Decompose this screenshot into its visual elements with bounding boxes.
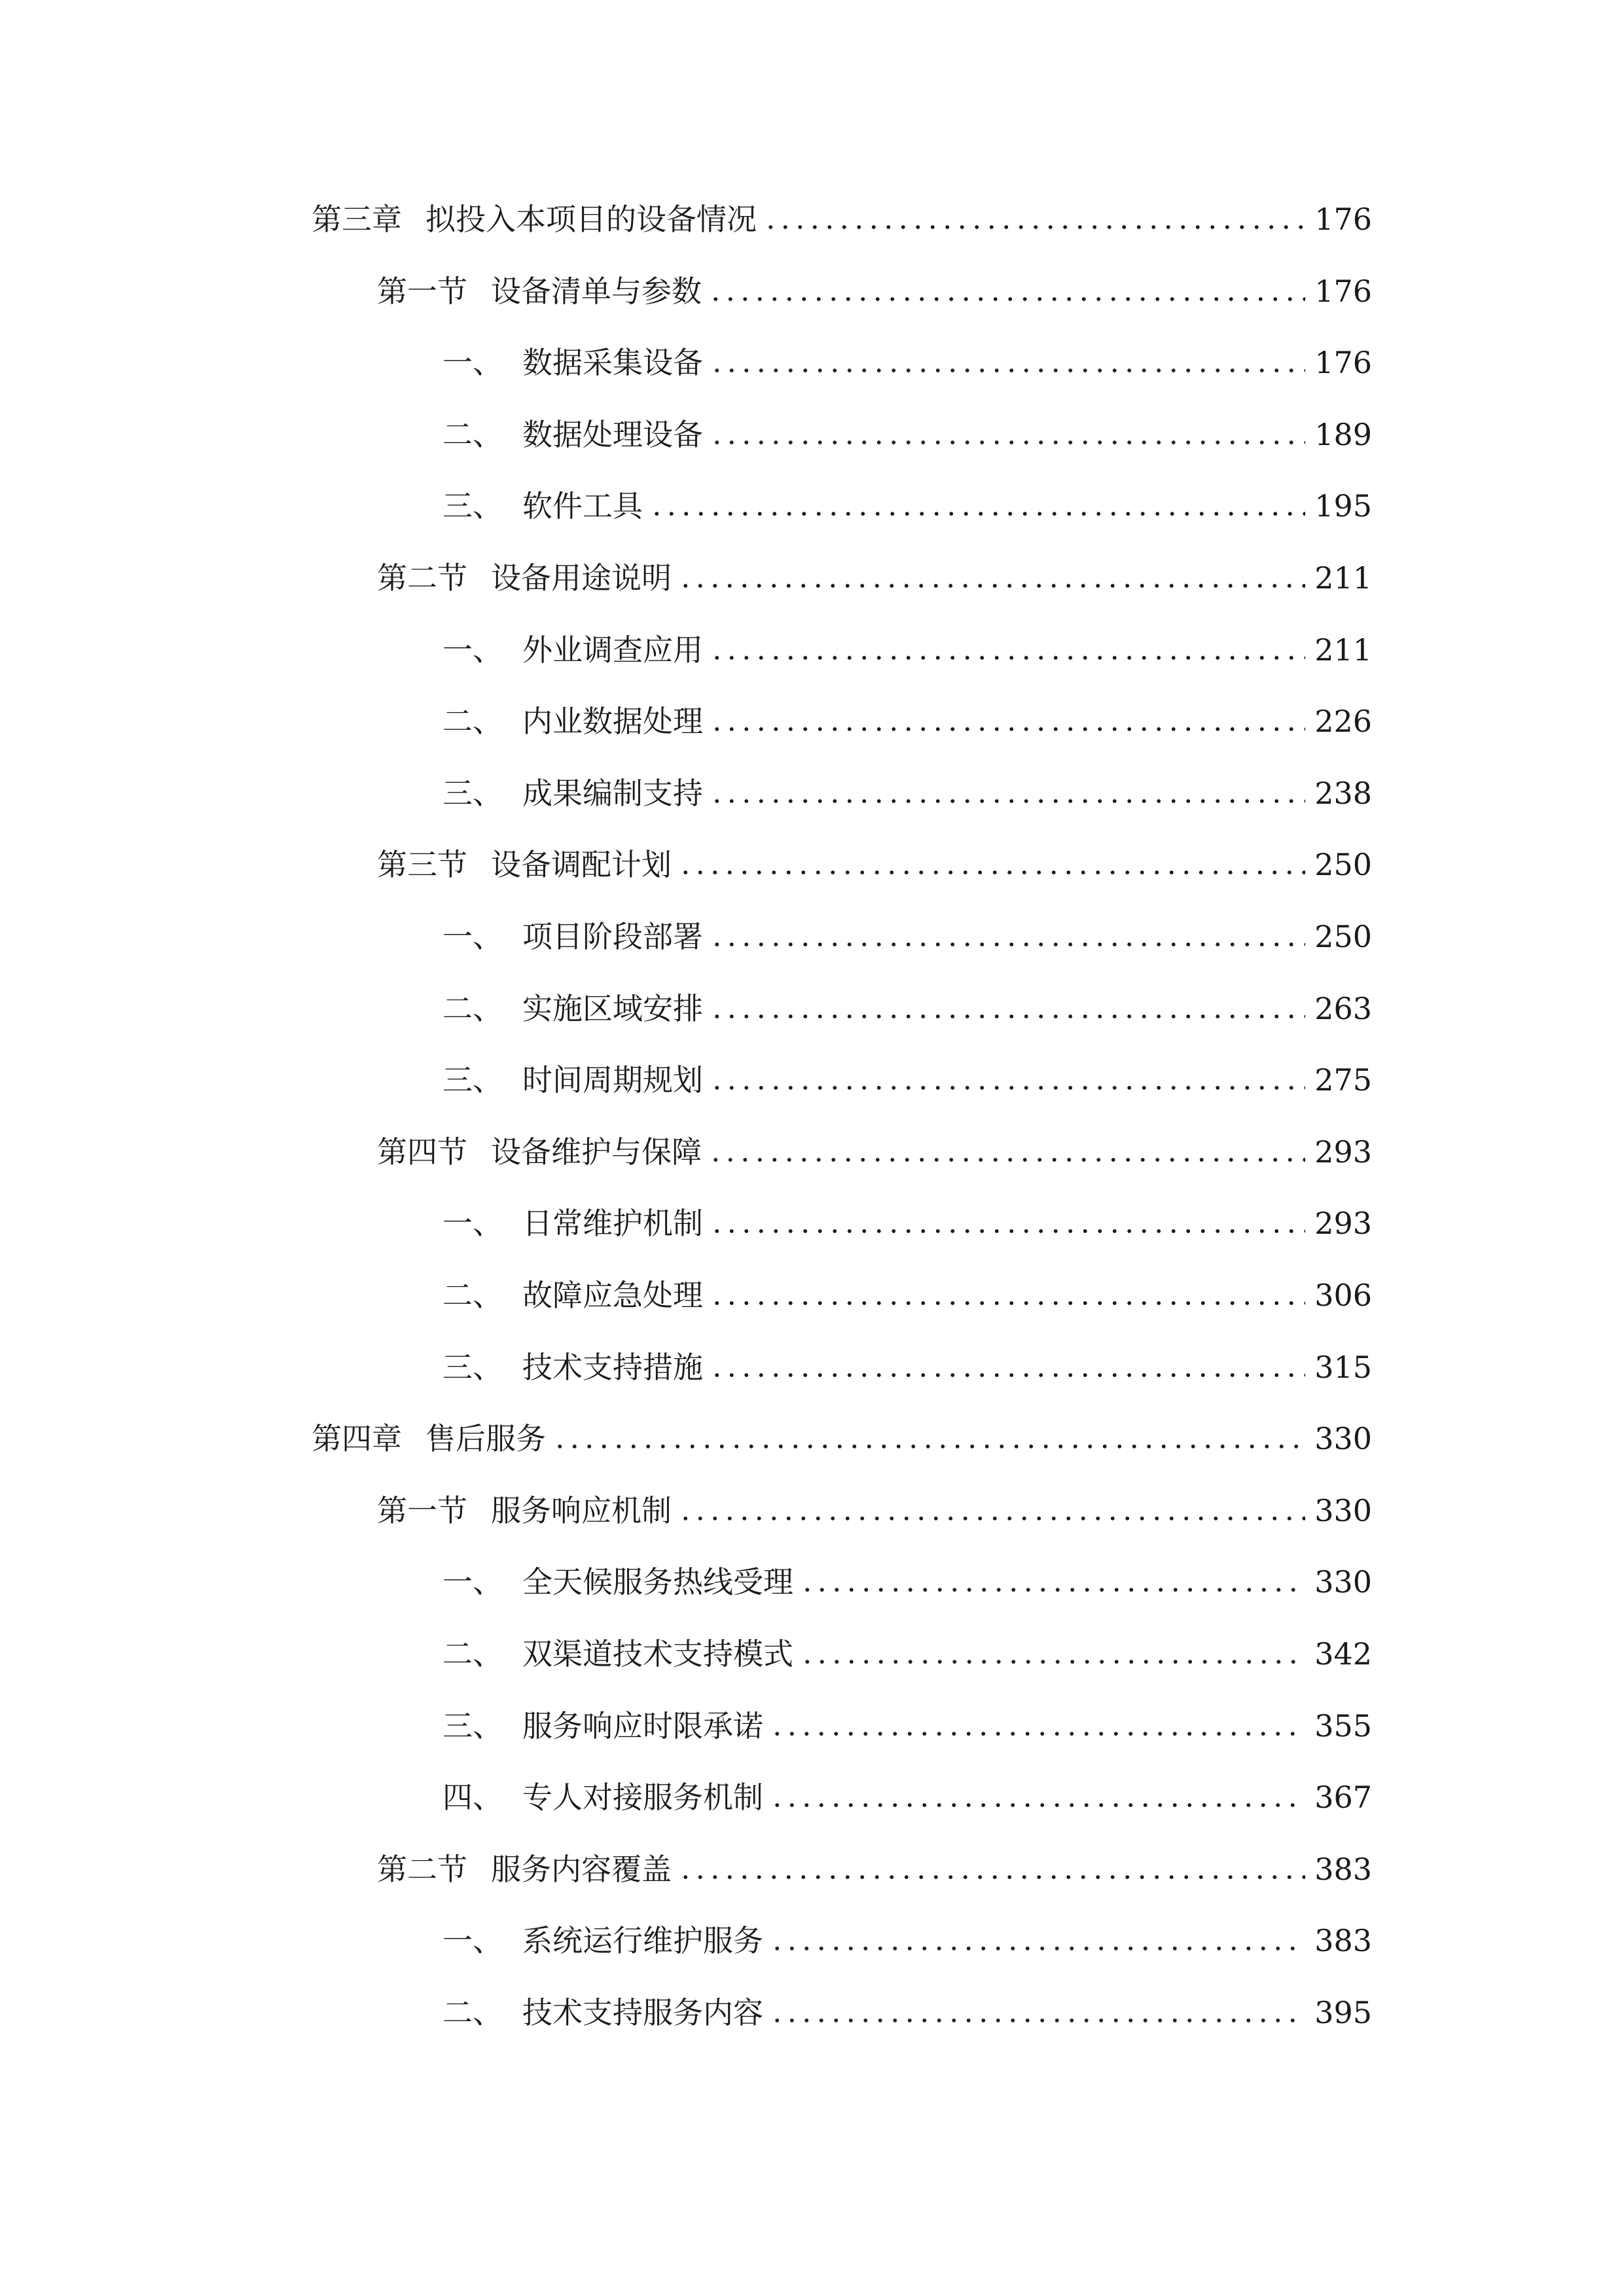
toc-entry[interactable] [442,1693,1372,1746]
toc-entry-page-number: 176 [1314,345,1372,381]
toc-dot-leader [710,1085,1305,1090]
toc-entry[interactable] [442,1549,1372,1602]
toc-entry[interactable] [377,545,1372,598]
toc-entry-number: 第三节 [377,847,467,883]
toc-entry-number: 第二节 [377,1851,467,1887]
toc-entry-number: 二、 [442,990,503,1026]
toc-entry-title: 全天候服务热线受理 [522,1564,793,1600]
toc-dot-leader [678,583,1305,588]
toc-entry-title: 设备清单与参数 [491,273,702,309]
toc-entry[interactable] [442,617,1372,670]
toc-dot-leader [710,1229,1305,1234]
toc-dot-leader [678,1874,1305,1880]
toc-entry-number: 第四章 [312,1421,402,1457]
toc-entry-page-number: 395 [1314,1995,1372,2030]
toc-entry-number: 一、 [442,632,503,668]
toc-dot-leader [770,1946,1305,1951]
toc-entry-number: 第三章 [312,202,402,237]
toc-entry-page-number: 263 [1314,990,1372,1026]
toc-entry-title: 设备维护与保障 [491,1134,702,1170]
toc-entry-page-number: 238 [1314,775,1372,811]
toc-dot-leader [763,224,1305,230]
toc-dot-leader [710,726,1305,732]
toc-entry[interactable] [442,1263,1372,1315]
toc-entry[interactable] [442,689,1372,741]
toc-entry[interactable] [312,1406,1372,1458]
toc-entry-title: 拟投入本项目的设备情况 [425,202,757,237]
toc-entry[interactable] [442,904,1372,956]
toc-entry-page-number: 293 [1314,1134,1372,1170]
toc-entry-number: 三、 [442,488,503,524]
toc-entry[interactable] [442,473,1372,526]
toc-entry[interactable] [377,1119,1372,1172]
toc-entry[interactable] [442,1335,1372,1387]
toc-entry-page-number: 315 [1314,1349,1372,1385]
toc-entry-number: 一、 [442,1564,503,1600]
toc-entry-page-number: 226 [1314,704,1372,740]
toc-dot-leader [710,942,1305,947]
toc-entry-number: 第二节 [377,560,467,596]
toc-entry[interactable] [442,330,1372,382]
toc-entry-number: 三、 [442,1062,503,1098]
toc-entry-number: 一、 [442,1923,503,1959]
toc-entry-title: 服务内容覆盖 [491,1851,672,1887]
toc-entry[interactable] [377,1478,1372,1530]
toc-entry-title: 项目阶段部署 [522,919,703,954]
toc-entry-page-number: 176 [1314,202,1372,237]
toc-entry[interactable] [442,1621,1372,1674]
toc-dot-leader [708,1157,1305,1162]
toc-entry-number: 四、 [442,1780,503,1816]
toc-entry-title: 数据采集设备 [522,345,703,381]
toc-entry-number: 二、 [442,1636,503,1672]
toc-entry-number: 第四节 [377,1134,467,1170]
toc-entry-title: 故障应急处理 [522,1278,703,1313]
toc-dot-leader [552,1444,1305,1449]
toc-entry[interactable] [377,259,1372,311]
toc-dot-leader [800,1659,1305,1664]
toc-entry-title: 双渠道技术支持模式 [522,1636,793,1672]
toc-entry-page-number: 195 [1314,488,1372,524]
toc-entry-title: 数据处理设备 [522,416,703,452]
toc-entry[interactable] [442,1980,1372,2032]
toc-dot-leader [710,655,1305,660]
toc-entry-page-number: 250 [1314,919,1372,954]
toc-entry-number: 三、 [442,775,503,811]
toc-entry-title: 技术支持措施 [522,1349,703,1385]
toc-entry-title: 服务响应机制 [491,1492,672,1528]
toc-entry-title: 实施区域安排 [522,990,703,1026]
toc-entry-title: 技术支持服务内容 [522,1995,763,2030]
toc-entry-title: 服务响应时限承诺 [522,1708,763,1744]
toc-dot-leader [770,2018,1305,2023]
toc-entry-page-number: 176 [1314,273,1372,309]
toc-entry-page-number: 383 [1314,1851,1372,1887]
toc-dot-leader [770,1803,1305,1808]
toc-dot-leader [770,1731,1305,1736]
toc-dot-leader [710,1014,1305,1019]
toc-entry-number: 二、 [442,416,503,452]
toc-entry[interactable] [442,402,1372,454]
toc-entry-page-number: 250 [1314,847,1372,883]
toc-entry[interactable] [442,1765,1372,1817]
toc-entry-number: 二、 [442,1995,503,2030]
toc-entry[interactable] [377,1837,1372,1889]
toc-entry[interactable] [442,976,1372,1028]
toc-entry[interactable] [312,187,1372,239]
toc-entry[interactable] [442,1191,1372,1243]
toc-entry-title: 成果编制支持 [522,775,703,811]
toc-dot-leader [678,870,1305,875]
toc-dot-leader [800,1587,1305,1592]
toc-dot-leader [708,296,1305,302]
toc-entry-title: 设备调配计划 [491,847,672,883]
toc-entry-title: 设备用途说明 [491,560,672,596]
toc-entry-number: 三、 [442,1349,503,1385]
toc-entry[interactable] [377,832,1372,884]
toc-entry[interactable] [442,761,1372,813]
toc-dot-leader [710,368,1305,373]
toc-entry[interactable] [442,1047,1372,1100]
toc-entry-page-number: 189 [1314,416,1372,452]
toc-entry-page-number: 275 [1314,1062,1372,1098]
toc-entry-title: 系统运行维护服务 [522,1923,763,1959]
toc-entry-page-number: 342 [1314,1636,1372,1672]
toc-dot-leader [678,1516,1305,1521]
toc-entry-title: 售后服务 [425,1421,546,1457]
toc-dot-leader [649,511,1305,516]
toc-entry-number: 一、 [442,919,503,954]
toc-dot-leader [710,1300,1305,1306]
toc-entry-title: 内业数据处理 [522,704,703,740]
toc-entry-page-number: 293 [1314,1206,1372,1242]
toc-entry-number: 第一节 [377,1492,467,1528]
toc-entry-page-number: 330 [1314,1421,1372,1457]
toc-entry-number: 三、 [442,1708,503,1744]
toc-entry-page-number: 330 [1314,1564,1372,1600]
toc-dot-leader [710,798,1305,804]
toc-entry-title: 软件工具 [522,488,643,524]
toc-entry-page-number: 367 [1314,1780,1372,1816]
toc-entry-number: 二、 [442,704,503,740]
toc-dot-leader [710,440,1305,445]
toc-entry-page-number: 330 [1314,1492,1372,1528]
toc-entry[interactable] [442,1908,1372,1960]
toc-entry-title: 专人对接服务机制 [522,1780,763,1816]
toc-entry-number: 第一节 [377,273,467,309]
toc-entry-title: 外业调查应用 [522,632,703,668]
toc-entry-page-number: 211 [1314,560,1372,596]
toc-entry-page-number: 306 [1314,1278,1372,1313]
toc-entry-number: 一、 [442,345,503,381]
toc-entry-page-number: 383 [1314,1923,1372,1959]
toc-entry-number: 一、 [442,1206,503,1242]
toc-entry-title: 日常维护机制 [522,1206,703,1242]
toc-entry-page-number: 211 [1314,632,1372,668]
toc-entry-title: 时间周期规划 [522,1062,703,1098]
toc-dot-leader [710,1372,1305,1378]
toc-entry-page-number: 355 [1314,1708,1372,1744]
toc-entry-number: 二、 [442,1278,503,1313]
